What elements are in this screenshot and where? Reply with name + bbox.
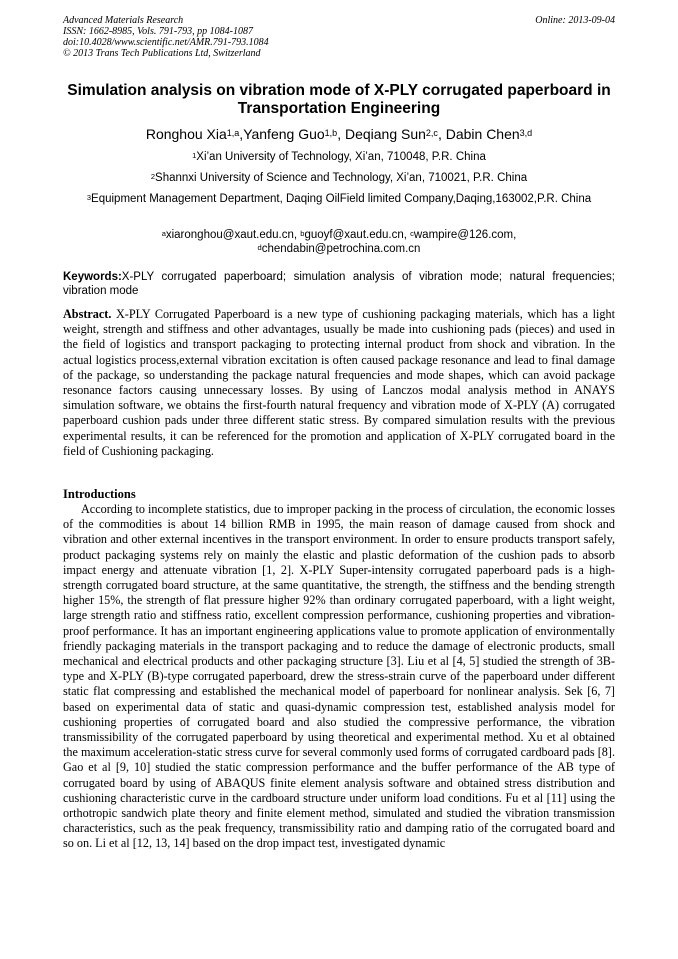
journal-copyright: © 2013 Trans Tech Publications Ltd, Switzerland [63,48,261,59]
section-heading: Introductions [63,487,136,501]
author-list [63,125,615,143]
journal-name: Advanced Materials Research [63,15,184,26]
author-name: Ronghou Xia [145,126,227,142]
abstract-label: Abstract. [63,307,112,321]
author-affiliation-mark: 2,c [425,128,438,138]
author-separator: , [337,126,345,142]
abstract-text: X-PLY Corrugated Paperboard is a new type of cushioning packaging materials, which has a light weight, strength and stiffness and other advantages, usually be made into cushioning pads (pieces) and used in the field of logistics and transport packaging to protecting internal product from shock and vibration. In the actual logistics process,external vibration excitation is often caused package resonance and lead to final damage of the package, so understanding the package natural frequencies and mode shapes, which can avoid package resonance factors causing unnecessary losses. By using of Lanczos modal analysis method in ANAYS simulation software, we obtains the first-fourth natural frequency and vibration mode of X-PLY (A) corrugated paperboard cushion pads under three different static stress. By compared simulation results with the previous experimental results, it can be referenced for the promotion and application of X-PLY corrugated board in the field of Cushioning packaging. [63,307,615,458]
email-mark: d [257,243,262,252]
journal-issn: ISSN: 1662-8985, Vols. 791-793, pp 1084-1087 [63,26,253,37]
abstract [63,307,615,459]
affiliation-text: Equipment Management Department, Daqing OilField limited Company,Daqing,163002,P.R. China [91,193,592,205]
author-emails [63,228,615,256]
email-link[interactable]: chendabin@petrochina.com.cn [261,243,421,255]
author-affiliation-mark: 1,a [226,128,240,138]
email-mark: c [410,229,414,238]
keywords-text: X-PLY corrugated paperboard; simulation analysis of vibration mode; natural frequencies; vibration mode [63,271,615,297]
keywords-label: Keywords: [63,271,122,283]
author-separator: , [239,126,244,142]
online-date: Online: 2013-09-04 [535,15,615,26]
email-mark: a [161,229,166,238]
introduction-text: According to incomplete statistics, due to improper packing in the process of circulation, the economic losses of the commodities is about 14 billion RMB in 1995, the main reason of damage caused from shock and vibration and other external incentives in the transport environment. In order to ensure products transport safely, product packaging systems rely on mainly the elastic and plastic deformation of the cushion pads to absorb impact energy and attenuate vibration [1, 2]. X-PLY Super-intensity corrugated paperboard pads is a high-strength corrugated board structure, at the same quantitative, the strength, the stiffness and the bending strength higher 15%, the strength of flat pressure higher 92% than ordinary corrugated paperboard, with a light weight, large strength ratio and stiffness ratio, excellent compression performance, cushioning properties and vibration-proof performance. It has an important engineering applications value to promote application of environmentally friendly packaging materials in the transport packaging and to reduce the damage of electronic products, small mechanical and electrical products and other packaging structure [3]. Liu et al [4, 5] studied the strength of 3B-type and X-PLY (B)-type corrugated paperboard, drew the stress-strain curve of the paperboard under different static flat compressing and established the mechanical model of paperboard for nonlinear analysis. Sek [6, 7] based on experimental data of static and quasi-dynamic compression test, established analysis model for cushioning properties of corrugated board and also studied the compressive performance, the vibration transmissibility of the corrugated paperboard by using theoretical and experimental method. Xu et al obtained the maximum acceleration-static stress curve for several commonly used forms of corrugated cardboard pads [8]. Gao et al [9, 10] studied the static compression performance and the buffer performance of the AB type of corrugated board by using of ABAQUS finite element analysis software and obtained stress distribution and cushioning characteristic curve in the cardboard structure under uniform load conditions. Fu et al [11] using the orthotropic sandwich plate theory and finite element method, simulated and studied the vibration transmission characteristics, such as the peak frequency, transmissibility ratio and damping ratio of the corrugated board and so on. Li et al [12, 13, 14] based on the drop impact test, investigated dynamic [63,502,615,851]
affiliation-mark: 2 [150,172,156,181]
affiliation-3 [63,192,615,206]
author-affiliation-mark: 3,d [519,128,533,138]
author-name: Dabin Chen [445,126,520,142]
affiliation-2 [63,171,615,185]
keywords [63,270,615,298]
affiliation-1 [63,150,615,164]
paper-title: Simulation analysis on vibration mode of X-PLY corrugated paperboard in Transportation Engineering [67,82,611,117]
journal-doi[interactable]: doi:10.4028/www.scientific.net/AMR.791-793.1084 [63,37,269,48]
journal-header [63,15,483,59]
affiliation-mark: 1 [192,151,197,160]
author-affiliation-mark: 1,b [324,128,338,138]
email-link[interactable]: guoyf@xaut.edu.cn, [304,229,411,241]
affiliation-text: Xi’an University of Technology, Xi’an, 710048, P.R. China [196,151,486,163]
email-link[interactable]: xiaronghou@xaut.edu.cn, [165,229,301,241]
author-name: Yanfeng Guo [243,126,325,142]
affiliation-text: Shannxi University of Science and Technology, Xi’an, 710021, P.R. China [155,172,528,184]
affiliation-mark: 3 [86,193,92,202]
email-link[interactable]: wampire@126.com, [413,229,517,241]
author-separator: , [437,126,446,142]
email-mark: b [300,229,305,238]
author-name: Deqiang Sun [344,126,426,142]
